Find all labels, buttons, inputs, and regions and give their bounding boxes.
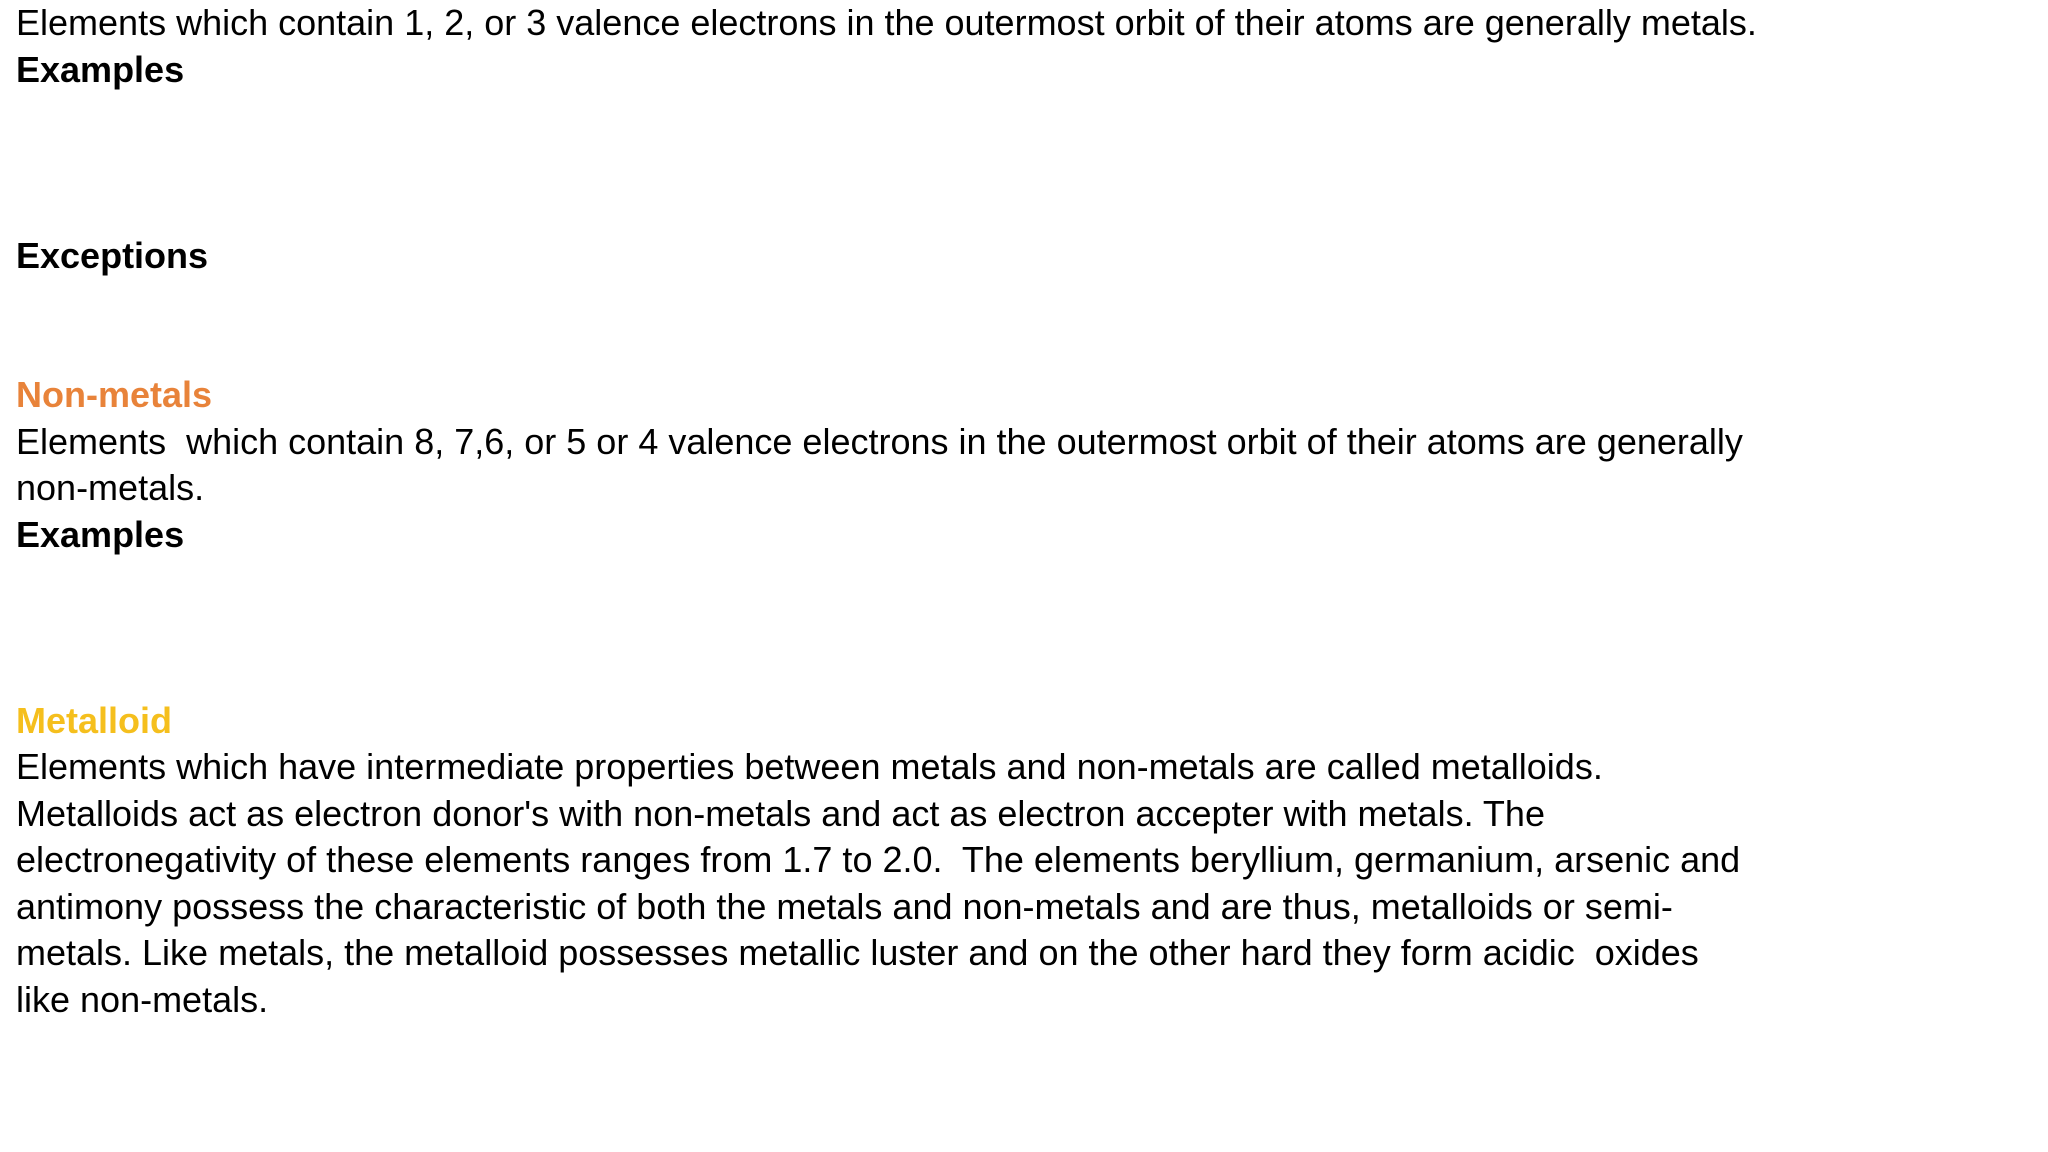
metals-examples-heading: Examples [16,48,185,90]
metals-example-item [16,140,2026,187]
metalloid-paragraph-line: Elements which have intermediate properties between metals and non-metals are called metalloids. [16,746,1603,787]
metals-intro: Elements which contain 1, 2, or 3 valence electrons in the outermost orbit of their atoms are generally metals. [16,2,1757,43]
non-metals-example-item [16,605,2026,652]
non-metals-intro-line: Elements which contain 8, 7,6, or 5 or 4 valence electrons in the outermost orbit of their atoms are generally [16,420,1743,462]
non-metals-intro-line: non-metals. [16,467,205,508]
non-metals-examples-heading: Examples [16,513,185,555]
metalloid-paragraph-line: Metalloids act as electron donor's with non-metals and act as electron accepter with metals. The [16,792,1545,834]
metals-exceptions-heading: Exceptions [16,234,209,276]
metals-example-item [16,93,2026,140]
non-metals-example-item [16,651,2026,698]
metalloid-paragraph-line: like non-metals. [16,978,269,1020]
metals-exception-item [16,326,2026,373]
metalloid-paragraph-line: antimony possess the characteristic of both the metals and non-metals and are thus, metalloids or semi- [16,885,1673,927]
metals-example-item [16,186,2026,233]
metalloid-paragraph-line: metals. Like metals, the metalloid possesses metallic luster and on the other hard they form acidic oxides [16,932,1699,973]
metals-exception-item [16,279,2026,326]
non-metals-example-item [16,558,2026,605]
non-metals-heading: Non-metals [16,374,213,415]
document-page [16,0,2026,1023]
metalloid-paragraph-line: electronegativity of these elements ranges from 1.7 to 2.0. The elements beryllium, germanium, arsenic and [16,839,1741,880]
metalloid-heading: Metalloid [16,699,173,741]
